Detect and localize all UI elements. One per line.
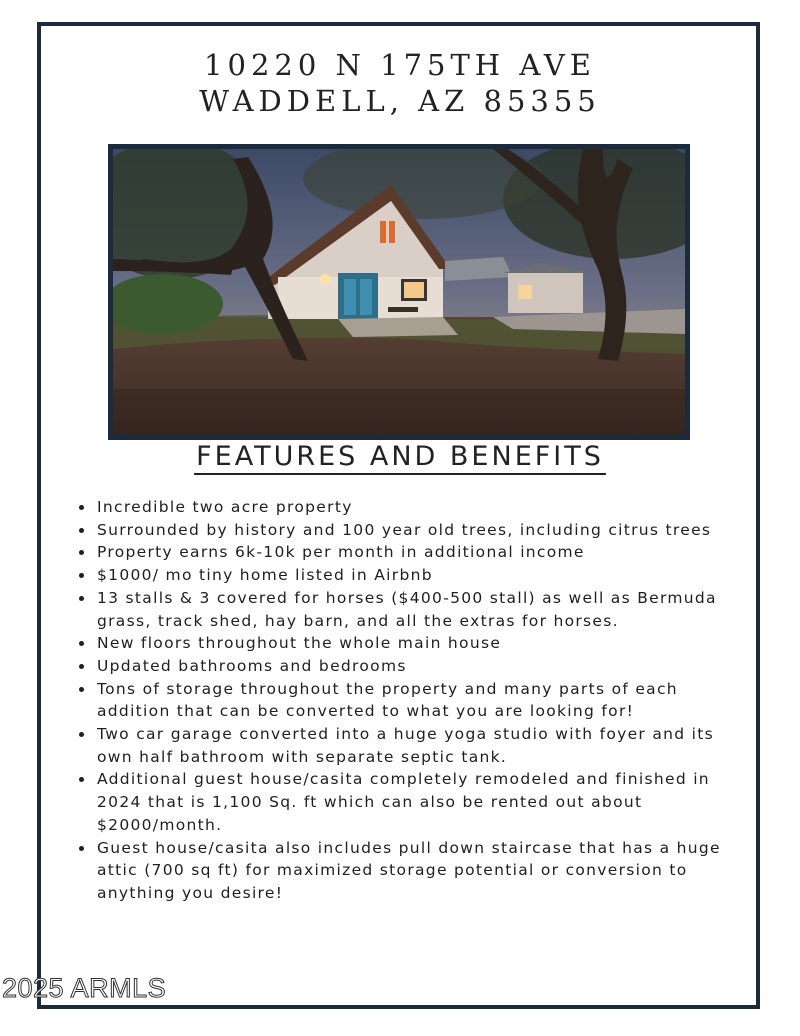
feature-item: Two car garage converted into a huge yoga studio with foyer and its own half bathroom with separate septic tank. (97, 723, 747, 768)
address-line-2: WADDELL, AZ 85355 (199, 84, 601, 118)
property-photo-illustration (113, 149, 685, 435)
mls-watermark: 2025 ARMLS (2, 973, 167, 1003)
feature-item: $1000/ mo tiny home listed in Airbnb (97, 564, 747, 587)
features-list (97, 496, 747, 905)
address-line-1: 10220 N 175TH AVE (204, 48, 596, 82)
feature-item: 13 stalls & 3 covered for horses ($400-500 stall) as well as Bermuda grass, track shed, hay barn, and all the extras for horses. (97, 587, 747, 632)
feature-item: Additional guest house/casita completely remodeled and finished in 2024 that is 1,100 Sq. ft which can also be rented out about $2000/month. (97, 768, 747, 836)
property-photo (108, 144, 690, 440)
feature-item: Updated bathrooms and bedrooms (97, 655, 747, 678)
feature-item: Property earns 6k-10k per month in additional income (97, 541, 747, 564)
feature-item: Guest house/casita also includes pull down staircase that has a huge attic (700 sq ft) for maximized storage potential or conversion to anything you desire! (97, 837, 747, 905)
feature-item: Surrounded by history and 100 year old trees, including citrus trees (97, 519, 747, 542)
features-heading (0, 441, 800, 472)
features-heading-text: FEATURES AND BENEFITS (194, 441, 606, 475)
feature-item: Incredible two acre property (97, 496, 747, 519)
feature-item: New floors throughout the whole main house (97, 632, 747, 655)
feature-item: Tons of storage throughout the property and many parts of each addition that can be converted to what you are looking for! (97, 678, 747, 723)
